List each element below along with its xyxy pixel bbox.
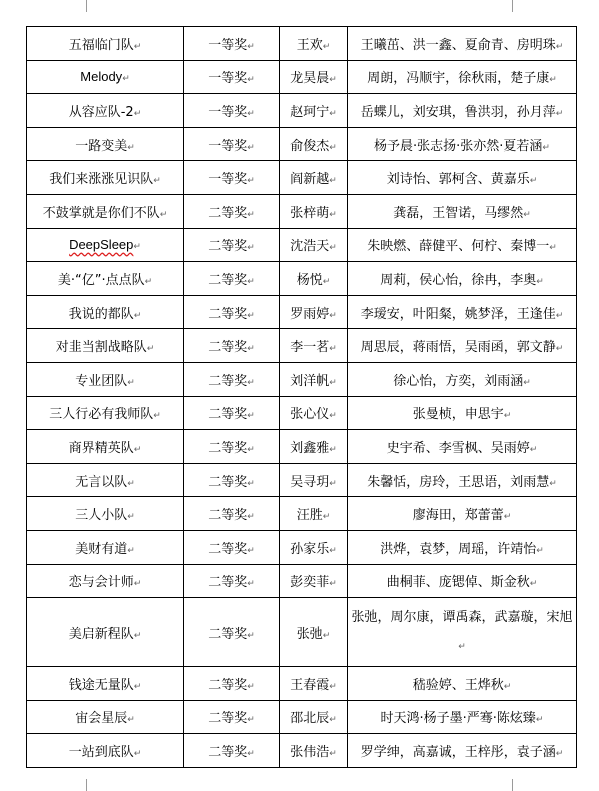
members-cell: 罗学绅，高嘉诚，王梓彤，袁子涵↵ [348, 734, 577, 768]
leader-cell: 阎新越↵ [280, 161, 348, 195]
award-cell: 一等奖↵ [184, 161, 280, 195]
members-cell: 洪烨，袁梦，周瑶，许靖怡↵ [348, 530, 577, 564]
leader-cell: 汪胜↵ [280, 497, 348, 531]
team-name-cell: 五福临门队↵ [27, 27, 184, 61]
members-cell: 史宇希、李雪枫、吴雨婷↵ [348, 430, 577, 464]
leader-cell: 罗雨婷↵ [280, 295, 348, 329]
leader-cell: 彭奕菲↵ [280, 564, 348, 598]
team-name-cell: 宙会星辰↵ [27, 700, 184, 734]
members-cell: 李瑷安，叶阳粲，姚梦泽，王逢佳↵ [348, 295, 577, 329]
award-cell: 二等奖↵ [184, 700, 280, 734]
members-cell: 周思辰，蒋雨悟，吴雨函，郭文静↵ [348, 329, 577, 363]
award-cell: 二等奖↵ [184, 497, 280, 531]
leader-cell: 王欢↵ [280, 27, 348, 61]
members-cell: 王曦茁、洪一鑫、夏俞青、房明珠↵ [348, 27, 577, 61]
team-name-cell: 从容应队-2↵ [27, 94, 184, 128]
award-cell: 二等奖↵ [184, 194, 280, 228]
table-row [27, 329, 577, 363]
leader-cell: 刘鑫雅↵ [280, 430, 348, 464]
award-cell: 二等奖↵ [184, 598, 280, 667]
table-row [27, 564, 577, 598]
crop-mark-top-left-v [86, 0, 87, 12]
members-cell: 周朗，冯顺宇，徐秋雨，楚子康↵ [348, 60, 577, 94]
award-cell: 二等奖↵ [184, 463, 280, 497]
table-row [27, 362, 577, 396]
table-row [27, 94, 577, 128]
awards-table [26, 26, 577, 768]
team-name-cell: 对韭当割战略队↵ [27, 329, 184, 363]
leader-cell: 王春霞↵ [280, 667, 348, 701]
members-cell: 张曼桢，申思宇↵ [348, 396, 577, 430]
team-name-cell: 专业团队↵ [27, 362, 184, 396]
members-cell: 徐心怡，方奕，刘雨涵↵ [348, 362, 577, 396]
table-row [27, 734, 577, 768]
table-row [27, 295, 577, 329]
team-name-cell: 美·“亿”·点点队↵ [27, 262, 184, 296]
leader-cell: 李一茗↵ [280, 329, 348, 363]
members-cell: 时天鸿·杨子墨·严骞·陈炫臻↵ [348, 700, 577, 734]
award-cell: 二等奖↵ [184, 396, 280, 430]
award-cell: 二等奖↵ [184, 667, 280, 701]
award-cell: 二等奖↵ [184, 262, 280, 296]
leader-cell: 张心仪↵ [280, 396, 348, 430]
award-cell: 一等奖↵ [184, 94, 280, 128]
leader-cell: 龙昊晨↵ [280, 60, 348, 94]
team-name-cell: 一路变美↵ [27, 127, 184, 161]
table-row [27, 161, 577, 195]
team-name-cell: 恋与会计师↵ [27, 564, 184, 598]
crop-mark-top-right-v [512, 0, 513, 12]
members-cell: 龚磊，王智诺，马缪然↵ [348, 194, 577, 228]
team-name-cell: 我们来涨涨见识队↵ [27, 161, 184, 195]
leader-cell: 杨悦↵ [280, 262, 348, 296]
team-name-cell: 无言以队↵ [27, 463, 184, 497]
table-row [27, 228, 577, 262]
awards-table-body [27, 27, 577, 768]
award-cell: 二等奖↵ [184, 430, 280, 464]
team-name-cell: 美财有道↵ [27, 530, 184, 564]
leader-cell: 沈浩天↵ [280, 228, 348, 262]
table-row [27, 530, 577, 564]
members-cell: 杨予晨·张志扬·张亦然·夏若涵↵ [348, 127, 577, 161]
leader-cell: 张弛↵ [280, 598, 348, 667]
members-cell: 岳蝶儿，刘安琪，鲁洪羽，孙月萍↵ [348, 94, 577, 128]
leader-cell: 刘洋帆↵ [280, 362, 348, 396]
team-name-cell: 三人行必有我师队↵ [27, 396, 184, 430]
table-row [27, 598, 577, 667]
members-cell: 张弛，周尔康，谭禹森，武嘉璇，宋旭↵ [348, 598, 577, 667]
team-name-cell: 美启新程队↵ [27, 598, 184, 667]
members-cell: 朱映燃、薛健平、何柠、秦博一↵ [348, 228, 577, 262]
table-row [27, 430, 577, 464]
team-name-cell: 我说的都队↵ [27, 295, 184, 329]
award-cell: 二等奖↵ [184, 530, 280, 564]
leader-cell: 张梓萌↵ [280, 194, 348, 228]
members-cell: 嵇验婷、王烨秋↵ [348, 667, 577, 701]
award-cell: 二等奖↵ [184, 228, 280, 262]
table-row [27, 463, 577, 497]
leader-cell: 吴寻玥↵ [280, 463, 348, 497]
award-cell: 一等奖↵ [184, 127, 280, 161]
crop-mark-bottom-left-v [86, 779, 87, 791]
award-cell: 一等奖↵ [184, 27, 280, 61]
members-cell: 周莉，侯心怡，徐冉，李奥↵ [348, 262, 577, 296]
award-cell: 二等奖↵ [184, 362, 280, 396]
team-name-cell: Melody↵ [27, 60, 184, 94]
table-row [27, 27, 577, 61]
award-cell: 二等奖↵ [184, 564, 280, 598]
leader-cell: 张伟浩↵ [280, 734, 348, 768]
leader-cell: 俞俊杰↵ [280, 127, 348, 161]
table-row [27, 262, 577, 296]
leader-cell: 赵珂宁↵ [280, 94, 348, 128]
team-name-cell: 一站到底队↵ [27, 734, 184, 768]
award-cell: 一等奖↵ [184, 60, 280, 94]
award-cell: 二等奖↵ [184, 295, 280, 329]
table-row [27, 194, 577, 228]
table-row [27, 396, 577, 430]
members-cell: 曲桐菲、庞锶倬、斯金秋↵ [348, 564, 577, 598]
leader-cell: 孙家乐↵ [280, 530, 348, 564]
award-cell: 二等奖↵ [184, 734, 280, 768]
team-name-cell: 钱途无量队↵ [27, 667, 184, 701]
members-cell: 廖海田，郑蕾蕾↵ [348, 497, 577, 531]
leader-cell: 邵北辰↵ [280, 700, 348, 734]
award-cell: 二等奖↵ [184, 329, 280, 363]
members-cell: 刘诗怡、郭柯含、黄嘉乐↵ [348, 161, 577, 195]
table-row [27, 497, 577, 531]
crop-mark-bottom-right-v [512, 779, 513, 791]
team-name-cell: 三人小队↵ [27, 497, 184, 531]
team-name-cell: DeepSleep↵ [27, 228, 184, 262]
team-name-cell: 商界精英队↵ [27, 430, 184, 464]
table-row [27, 700, 577, 734]
table-row [27, 60, 577, 94]
table-row [27, 667, 577, 701]
table-row [27, 127, 577, 161]
team-name-cell: 不鼓掌就是你们不队↵ [27, 194, 184, 228]
members-cell: 朱馨恬，房玲，王思语，刘雨慧↵ [348, 463, 577, 497]
